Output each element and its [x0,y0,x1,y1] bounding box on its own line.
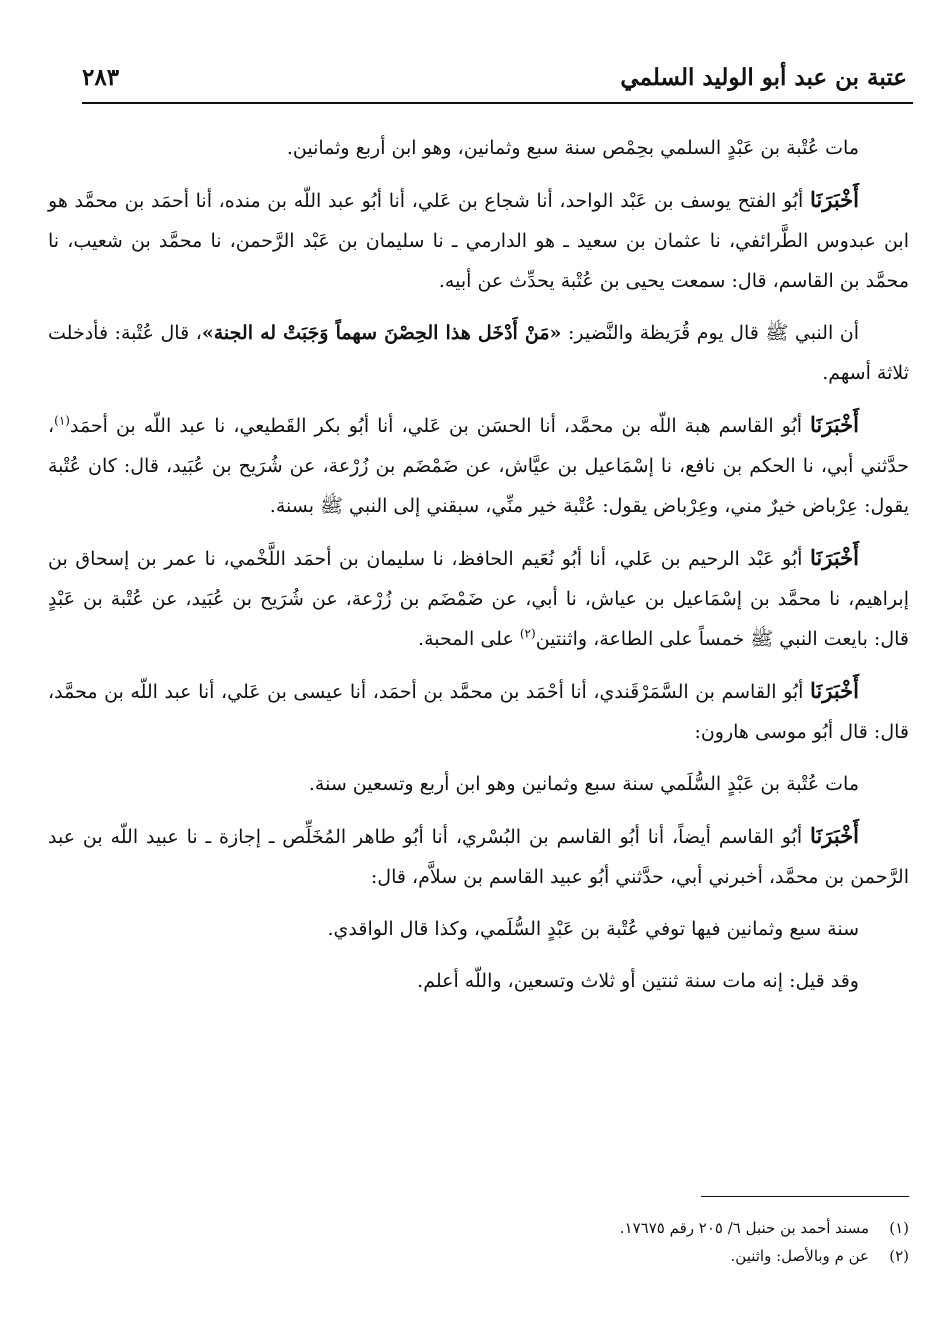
paragraph-text: أبُو عَبْد الرحيم بن عَلي، أنا أبُو نُعَيم الحافظ، نا سليمان بن أحمَد اللَّخْمي، نا عمر بن إسحاق بن إبراهيم، نا محمَّد بن إسْمَاعيل بن عياش، نا أبي، عن ضَمْضَم بن زُرْعة، عن شُرَيح بن عُبَيد، عن عُتْبة بن عَبْدٍ قال: بايعت النبي ﷺ خمساً على الطاعة، واثنتين [48,548,909,650]
paragraph [48,128,909,168]
footnote-number: (٢) [889,1247,909,1265]
page-number: ٢٨٣ [82,64,120,91]
footnote [48,1242,909,1270]
footnote [48,1214,909,1242]
paragraph [48,816,909,897]
paragraph-text: مات عُتْبة بن عَبْدٍ السُّلَمي سنة سبع وثمانين وهو ابن أربع وتسعين سنة. [308,773,859,795]
footnote-divider [701,1196,909,1197]
footnote-text: عن م وبالأصل: واثنين. [730,1247,869,1265]
paragraph [48,961,909,1001]
footnote-number: (١) [889,1219,909,1237]
isnad-keyword: أَخْبَرَنَا [810,823,859,848]
paragraph [48,538,909,659]
running-title: عتبة بن عبد أبو الوليد السلمي [620,64,907,91]
paragraph [48,671,909,752]
paragraph-text: مات عُتْبة بن عَبْدٍ السلمي بحِمْص سنة سبع وثمانين، وهو ابن أربع وثمانين. [286,137,859,159]
footnote-ref: (٢) [519,626,536,641]
paragraph [48,764,909,804]
hadith-quote: «مَنْ أَدْخَل هذا الحِصْنَ سهماً وَجَبَتْ له الجنة» [201,322,562,344]
paragraph-text: وقد قيل: إنه مات سنة ثنتين أو ثلاث وتسعين، واللّه أعلم. [417,970,859,992]
main-text [48,128,909,1013]
paragraph-text: أبُو القاسم بن السَّمَرْقَندي، أنا أحْمَد بن محمَّد بن أحمَد، أنا عيسى بن عَلي، أنا عبد اللّه بن محمَّد، قال: قال أبُو موسى هارون: [48,681,909,743]
paragraph [48,909,909,949]
isnad-keyword: أَخْبَرَنَا [810,678,859,703]
isnad-keyword: أَخْبَرَنَا [810,412,859,437]
footnote-text: مسند أحمد بن حنبل ٦/ ٢٠٥ رقم ١٧٦٧٥. [619,1219,869,1237]
paragraph [48,313,909,393]
running-header [82,62,913,104]
paragraph-text: أبُو القاسم أيضاً، أنا أبُو القاسم بن البُسْري، أنا أبُو طاهر المُخَلِّص ـ إجازة ـ نا عبيد اللّه بن عبد الرَّحمن بن محمَّد، أخبرني أبي، حدَّثني أبُو عبيد القاسم بن سلاَّم، قال: [48,826,909,888]
paragraph-text: أبُو الفتح يوسف بن عَبْد الواحد، أنا شجاع بن عَلي، أنا أبُو عبد اللّه بن منده، أنا أحمَد بن محمَّد هو ابن عبدوس الطَّرائفي، نا عثمان بن سعيد ـ هو الدارمي ـ نا سليمان بن عَبْد الرَّحمن، نا محمَّد بن شعيب، نا محمَّد بن القاسم، قال: سمعت يحيى بن عُتْبة يحدِّث عن أبيه. [48,190,909,292]
paragraph [48,180,909,301]
paragraph-text-continued: على المحبة. [418,628,520,650]
paragraph-text: أبُو القاسم هبة اللّه بن محمَّد، أنا الحسَن بن عَلي، أنا أبُو بكر القَطيعي، نا عبد اللّه بن أحمَد [69,415,811,437]
footnotes [48,1214,909,1270]
footnote-ref: (١) [54,413,70,428]
paragraph [48,405,909,526]
paragraph-text-continued: ، حدَّثني أبي، نا الحكم بن نافع، نا إسْمَاعيل بن عيَّاش، عن ضَمْضَم بن زُرْعة، عن شُرَيح بن عُبَيد، قال: كان عُتْبة يقول: عِرْباض خيرٌ مني، وعِرْباض يقول: عُتْبة خير منِّي، سبقني إلى النبي ﷺ بسنة. [48,415,909,517]
paragraph-text: سنة سبع وثمانين فيها توفي عُتْبة بن عَبْدٍ السُّلَمي، وكذا قال الواقدي. [327,918,859,940]
isnad-keyword: أَخْبَرَنَا [810,187,859,212]
paragraph-text: أن النبي ﷺ قال يوم قُرَيظة والنَّضير: [561,322,859,344]
paragraph-text-continued: ، قال عُتْبة: فأدخلت ثلاثة أسهم. [48,322,909,384]
isnad-keyword: أَخْبَرَنَا [810,545,859,570]
